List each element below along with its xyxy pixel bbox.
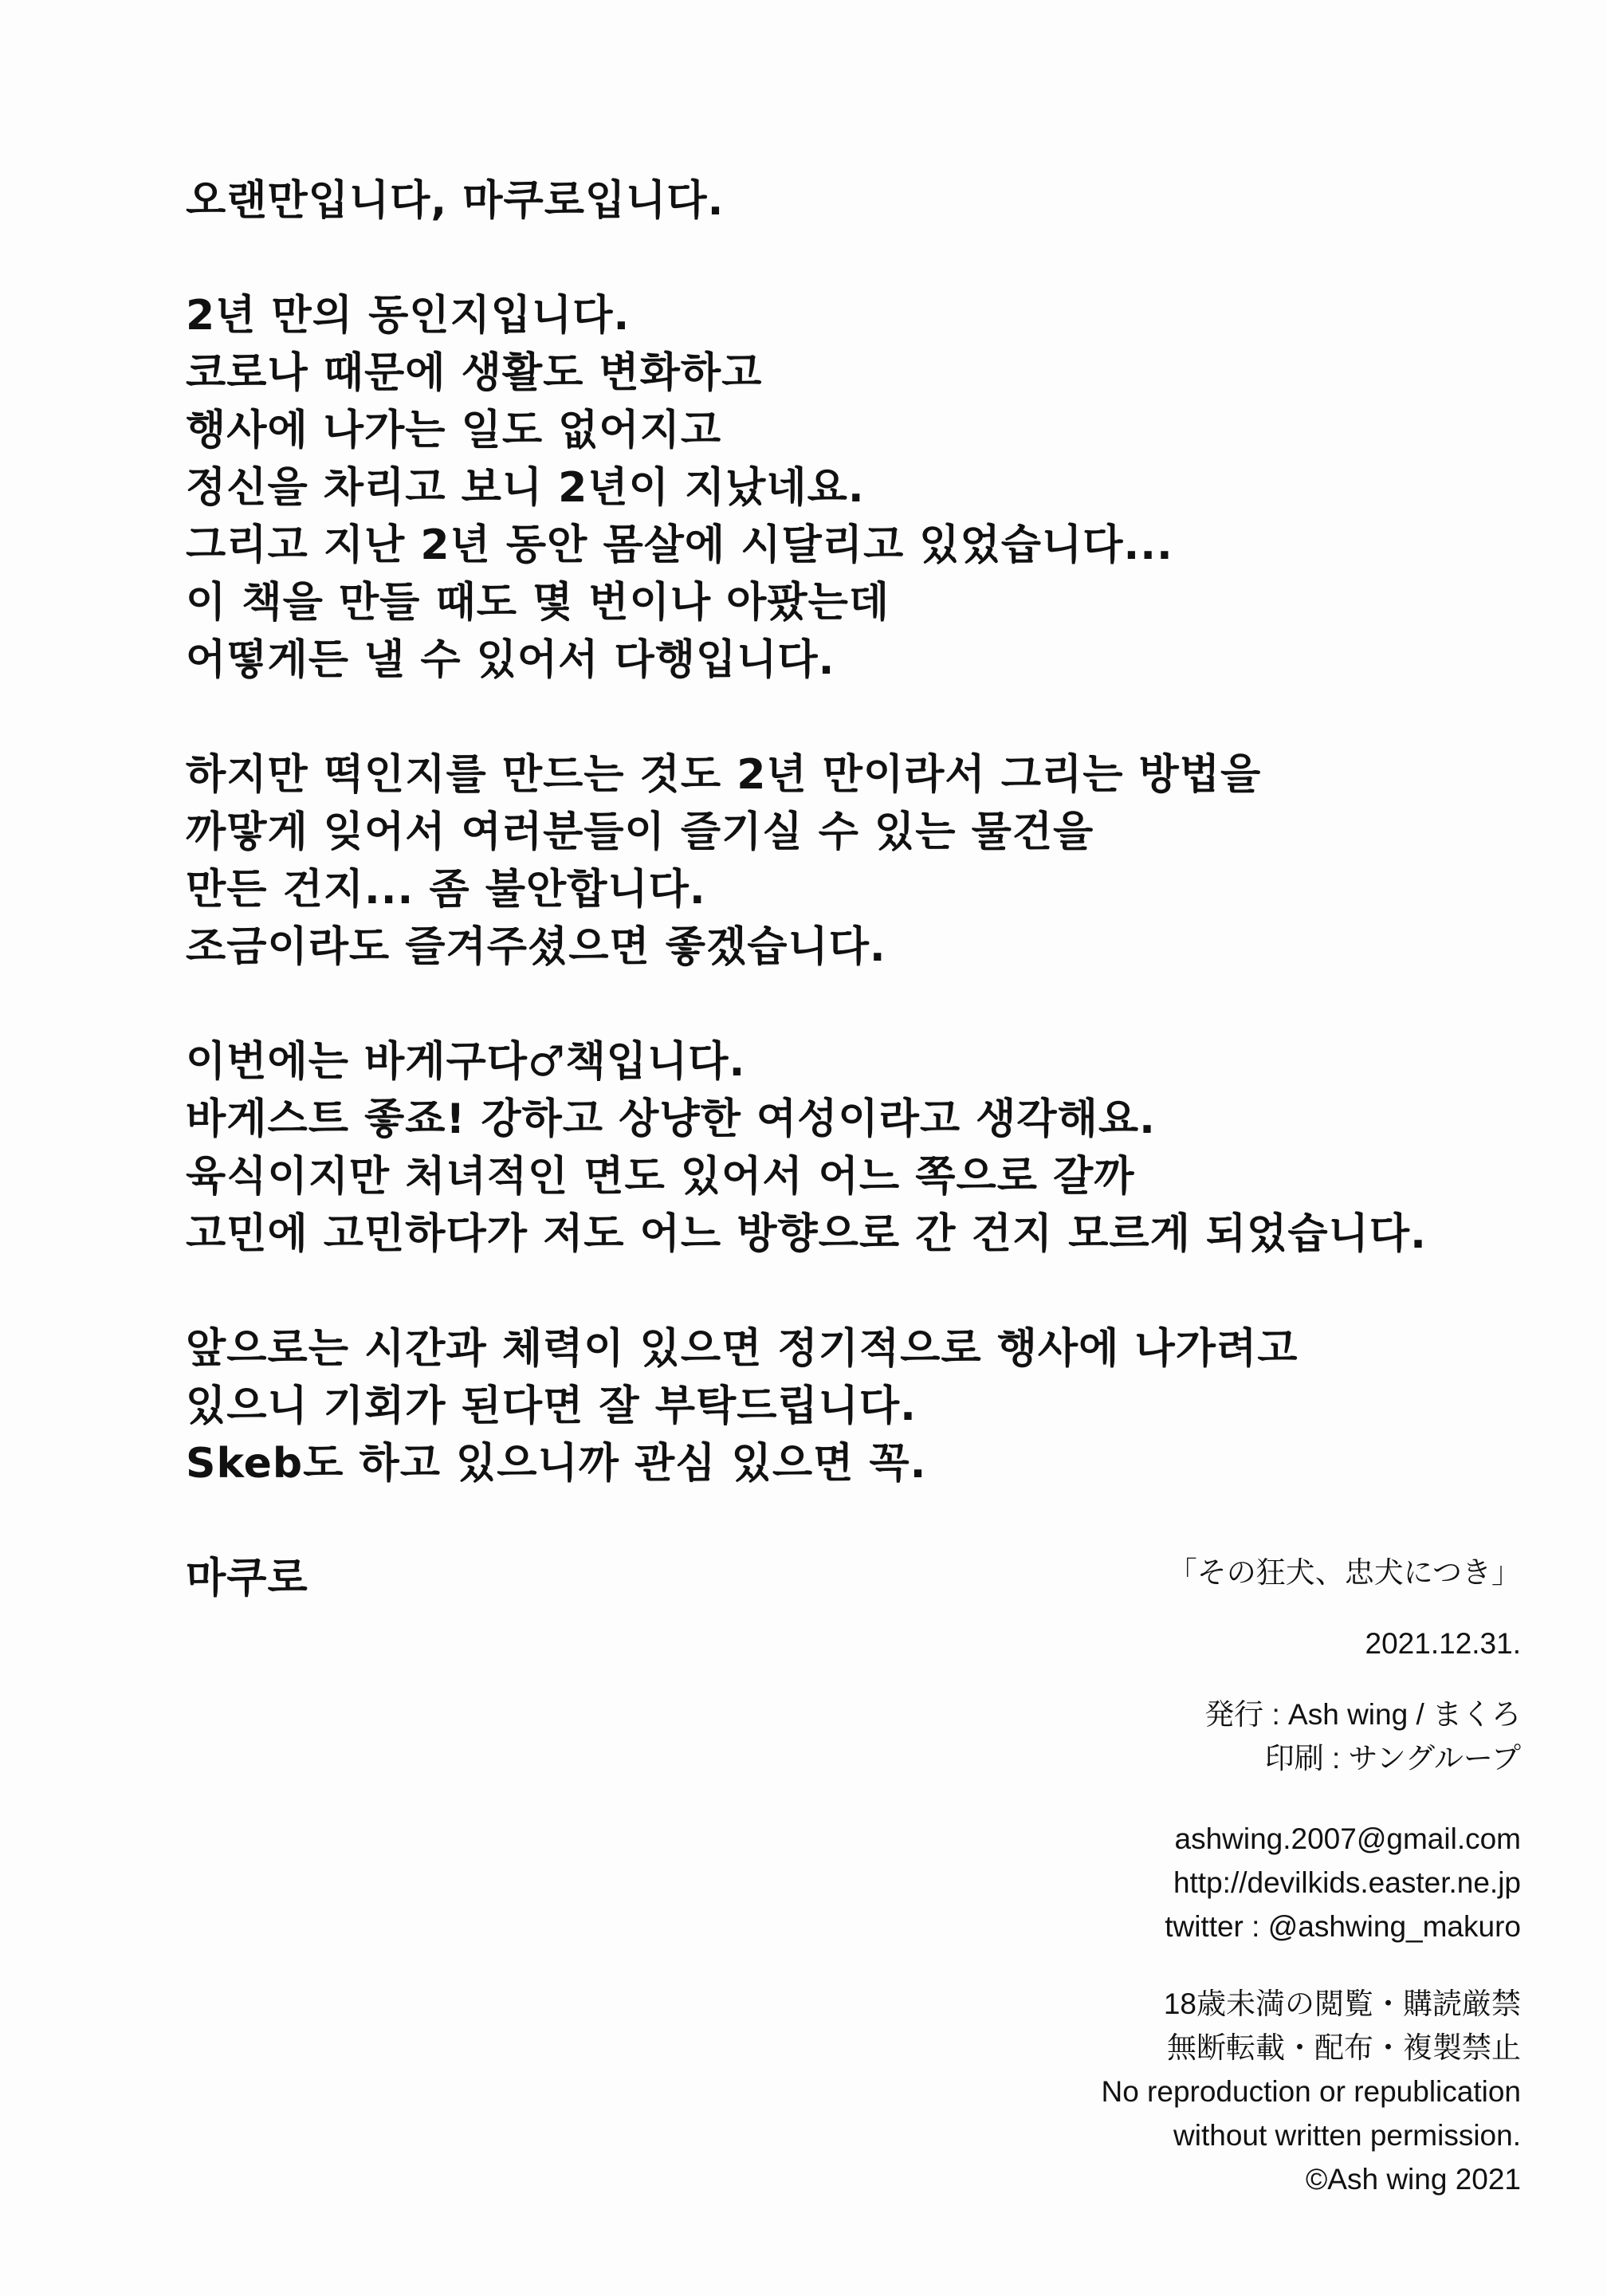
text-line: 조금이라도 즐겨주셨으면 좋겠습니다. [186,923,886,971]
author-signature: 마쿠로 [186,1555,308,1602]
email-address: ashwing.2007@gmail.com [1174,1822,1521,1855]
text-line: 코로나 때문에 생활도 변화하고 [186,349,763,397]
greeting-line: 오랜만입니다, 마쿠로입니다. [186,177,725,225]
book-title: 「その狂犬、忠犬につき」 [1167,1556,1521,1589]
paragraph-hiatus [186,287,1541,689]
paragraph-worry [186,746,1541,976]
greeting-paragraph [186,172,1541,230]
text-line: 행사에 나가는 일도 없어지고 [186,407,722,454]
printer-line: 印刷 : サングループ [1264,1742,1521,1775]
text-line: 있으니 기회가 된다면 잘 부탁드립니다. [186,1382,917,1430]
website-url: http://devilkids.easter.ne.jp [1173,1866,1521,1899]
paragraph-book-topic [186,1033,1541,1263]
text-line: 그리고 지난 2년 동안 몸살에 시달리고 있었습니다... [186,521,1173,569]
text-line: Skeb도 하고 있으니까 관심 있으면 꼭. [186,1440,927,1488]
no-reprint-notice-jp: 無断転載・配布・複製禁止 [1167,2031,1521,2064]
text-line: 정신을 차리고 보니 2년이 지났네요. [186,464,865,512]
text-line: 이번에는 바게구다♂책입니다. [186,1038,746,1086]
publisher-line: 発行 : Ash wing / まくろ [1204,1698,1521,1731]
text-line: 이 책을 만들 때도 몇 번이나 아팠는데 [186,579,890,627]
permission-notice: without written permission. [1173,2119,1521,2152]
paragraph-future [186,1320,1541,1492]
text-line: 2년 만의 동인지입니다. [186,292,631,340]
no-reproduction-notice: No reproduction or republication [1101,2075,1521,2108]
text-line: 만든 건지... 좀 불안합니다. [186,866,706,914]
text-line: 까맣게 잊어서 여러분들이 즐기실 수 있는 물건을 [186,808,1094,856]
age-restriction-notice: 18歳未満の閲覧・購読厳禁 [1163,1987,1521,2020]
twitter-handle: twitter : @ashwing_makuro [1165,1910,1521,1943]
publication-date: 2021.12.31. [1365,1627,1521,1660]
afterword-text [186,172,1541,1665]
colophon [804,1551,1521,2201]
text-line: 어떻게든 낼 수 있어서 다행입니다. [186,636,835,684]
text-line: 육식이지만 처녀적인 면도 있어서 어느 쪽으로 갈까 [186,1153,1135,1201]
text-line: 고민에 고민하다가 저도 어느 방향으로 간 건지 모르게 되었습니다. [186,1210,1427,1258]
text-line: 앞으로는 시간과 체력이 있으면 정기적으로 행사에 나가려고 [186,1325,1299,1373]
copyright-notice: ©Ash wing 2021 [1306,2163,1521,2196]
text-line: 바게스트 좋죠! 강하고 상냥한 여성이라고 생각해요. [186,1095,1156,1143]
text-line: 하지만 떡인지를 만드는 것도 2년 만이라서 그리는 방법을 [186,751,1262,799]
